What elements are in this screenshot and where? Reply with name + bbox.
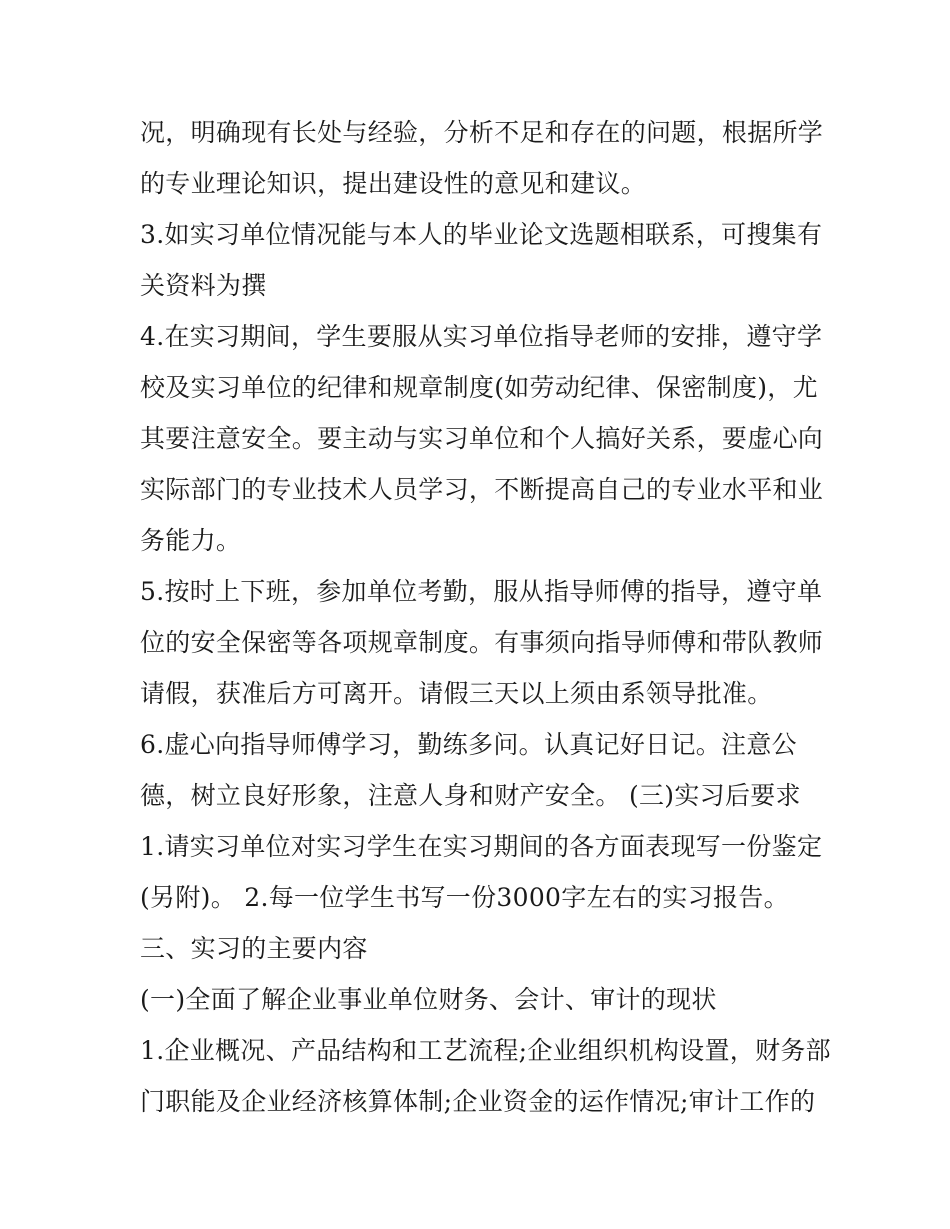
text-line: 关资料为撰 bbox=[140, 271, 267, 300]
section-heading: 三、实习的主要内容 bbox=[140, 934, 368, 963]
text-line: 务能力。 bbox=[140, 526, 242, 555]
text-line: 其要注意安全。要主动与实习单位和个人搞好关系，要虚心向 bbox=[140, 424, 824, 453]
text-line: 校及实习单位的纪律和规章制度(如劳动纪律、保密制度)，尤 bbox=[140, 373, 818, 402]
text-line: 门职能及企业经济核算体制;企业资金的运作情况;审计工作的 bbox=[140, 1087, 816, 1116]
text-line: 5.按时上下班，参加单位考勤，服从指导师傅的指导，遵守单 bbox=[140, 577, 823, 606]
text-line: 3.如实习单位情况能与本人的毕业论文选题相联系，可搜集有 bbox=[140, 220, 823, 249]
text-line: 6.虚心向指导师傅学习，勤练多问。认真记好日记。注意公 bbox=[140, 730, 797, 759]
text-line: 况，明确现有长处与经验，分析不足和存在的问题，根据所学 bbox=[140, 118, 824, 147]
text-line: 请假，获准后方可离开。请假三天以上须由系领导批准。 bbox=[140, 679, 773, 708]
text-line: 位的安全保密等各项规章制度。有事须向指导师傅和带队教师 bbox=[140, 628, 824, 657]
text-line: 实际部门的专业技术人员学习，不断提高自己的专业水平和业 bbox=[140, 475, 824, 504]
text-line: 4.在实习期间，学生要服从实习单位指导老师的安排，遵守学 bbox=[140, 322, 823, 351]
text-line: 德，树立良好形象，注意人身和财产安全。 (三)实习后要求 bbox=[140, 781, 801, 810]
text-line: (另附)。 2.每一位学生书写一份3000字左右的实习报告。 bbox=[140, 883, 789, 912]
text-line: 1.企业概况、产品结构和工艺流程;企业组织机构设置，财务部 bbox=[140, 1036, 831, 1065]
document-body bbox=[140, 107, 830, 1127]
text-line: 1.请实习单位对实习学生在实习期间的各方面表现写一份鉴定 bbox=[140, 832, 823, 861]
text-line: 的专业理论知识，提出建设性的意见和建议。 bbox=[140, 169, 647, 198]
subsection-heading: (一)全面了解企业事业单位财务、会计、审计的现状 bbox=[140, 985, 717, 1014]
